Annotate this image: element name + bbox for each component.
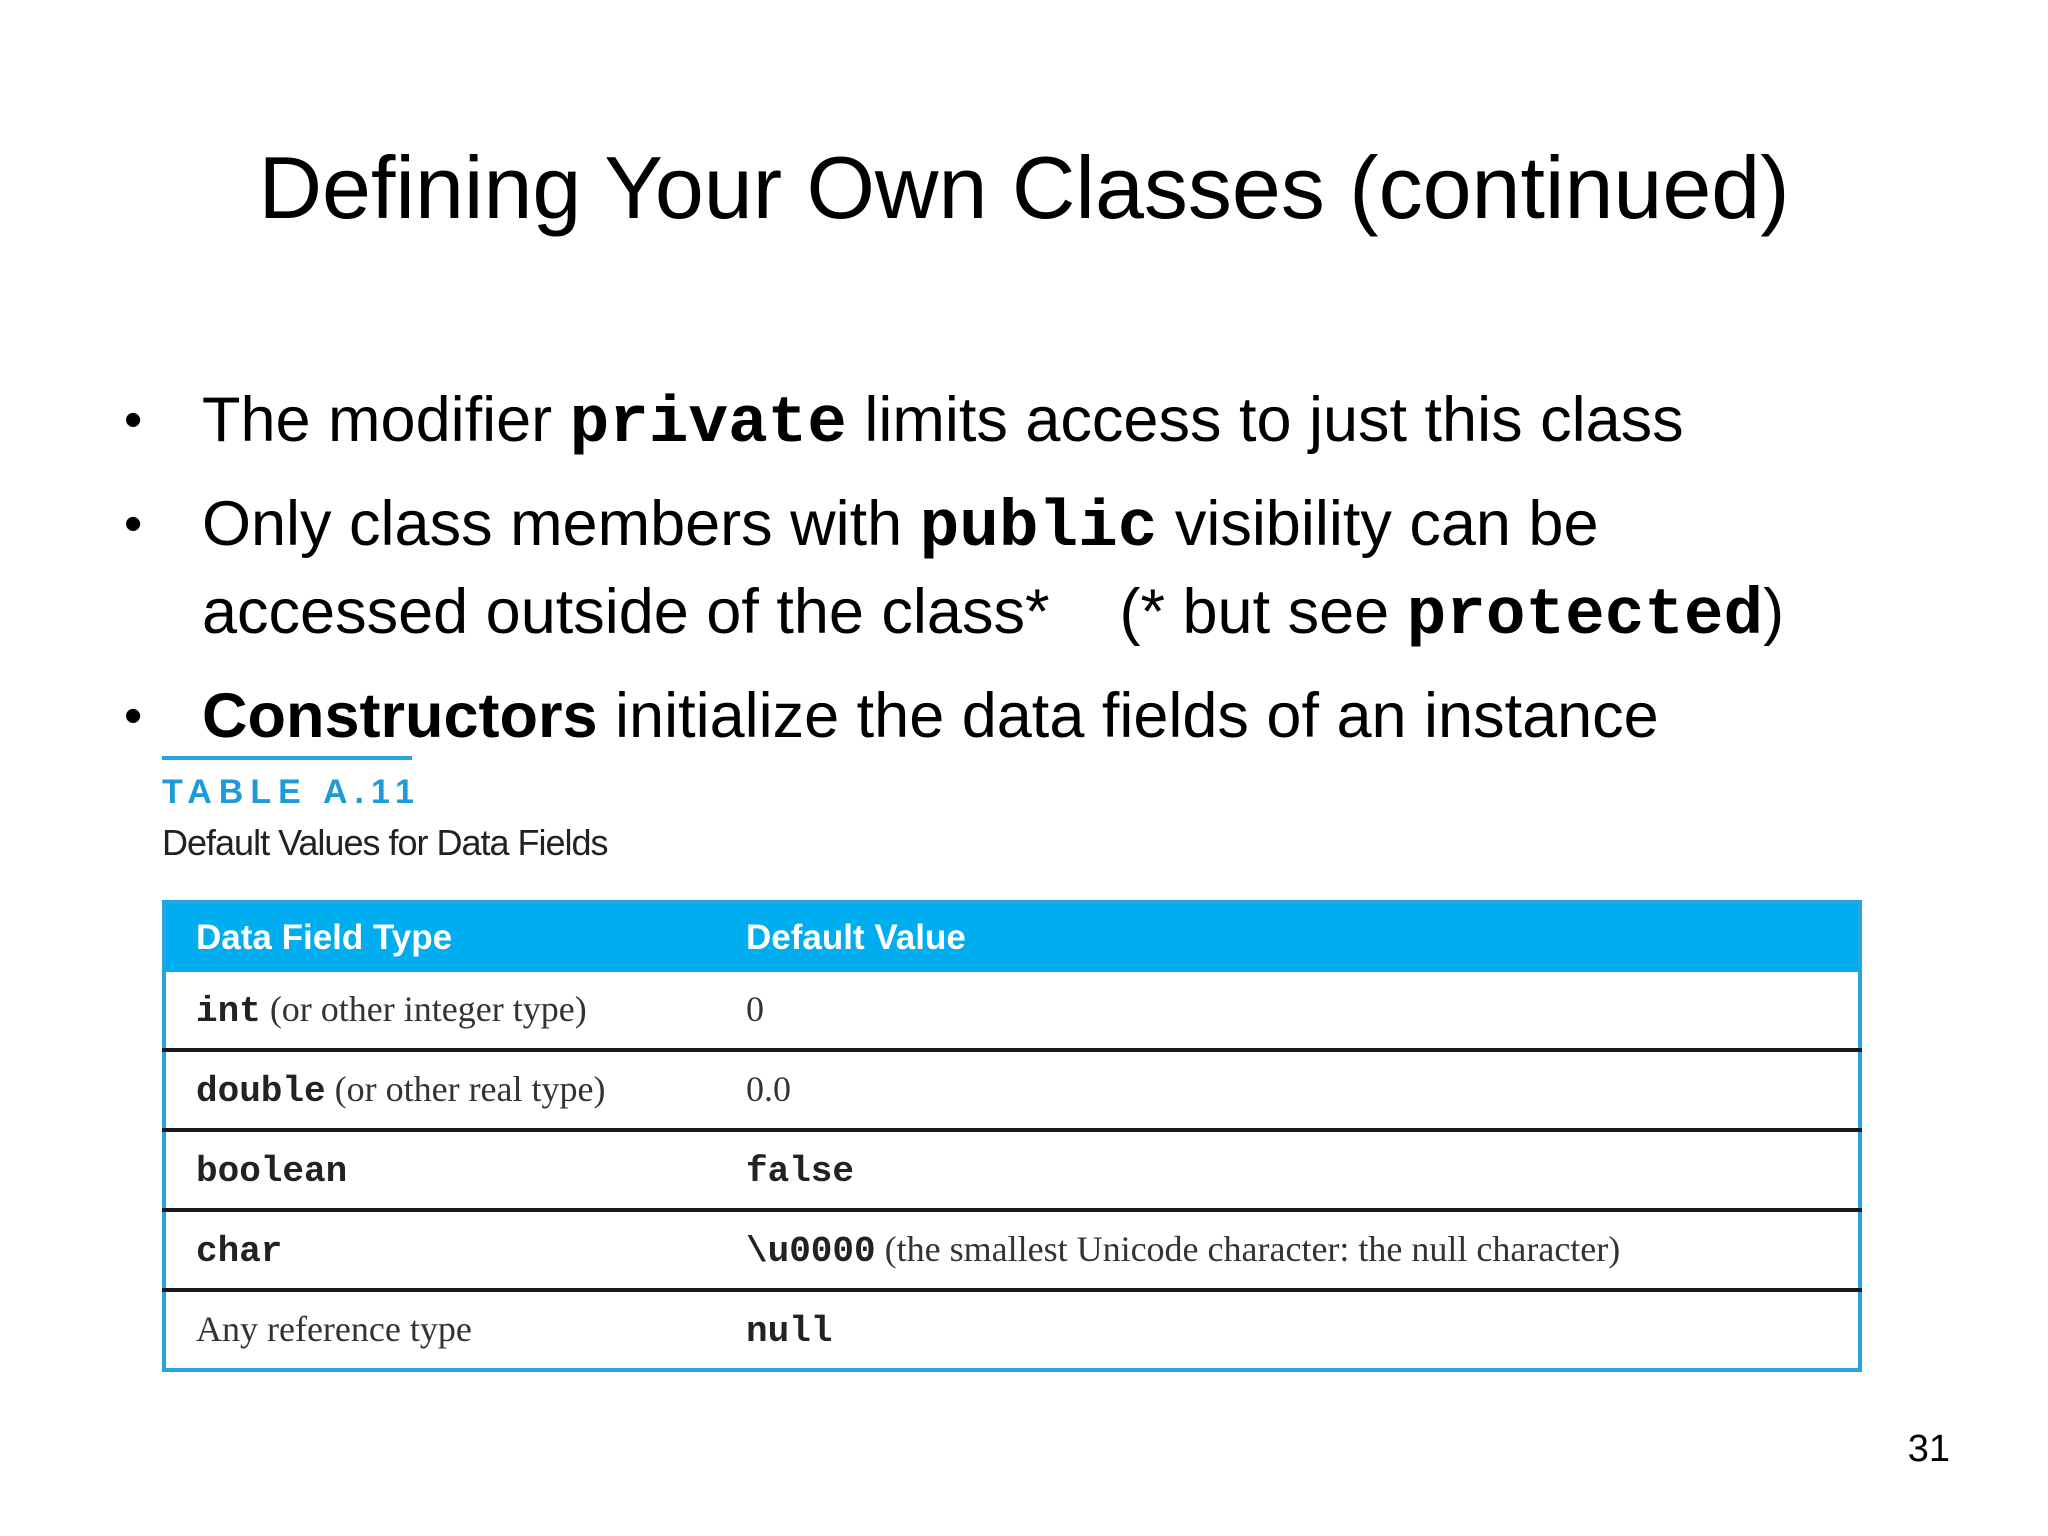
table-cell-value: \u0000 (the smallest Unicode character: the null character) [716,1210,1860,1290]
slide-title: Defining Your Own Classes (continued) [258,138,1790,237]
table-cell-type: char [164,1210,716,1290]
bullet-item [124,378,2004,466]
bullet-dot-icon: • [124,495,143,553]
bullet-note: (* but see [1119,577,1407,647]
table-cell-type: double (or other real type) [164,1050,716,1130]
bullet-text: accessed outside of the class* [202,577,1050,647]
code-keyword-public: public [919,490,1158,565]
bullet-item [124,674,2004,758]
code-keyword-protected: protected [1406,578,1764,653]
table-caption-rule [162,756,412,760]
table-row [164,1210,1860,1290]
table-caption: Default Values for Data Fields [162,822,608,863]
table-header-cell: Data Field Type [164,902,716,972]
table-cell-type: Any reference type [196,1309,472,1349]
table-number: TABLE A.11 [162,773,421,811]
default-values-table [162,900,1862,1372]
table-header-cell: Default Value [716,902,1860,972]
table-cell-value: null [746,1311,833,1352]
table-cell-value: false [716,1130,1860,1210]
code-keyword-private: private [569,386,847,461]
bullet-bold-term: Constructors [202,681,598,751]
table-row [164,1290,1860,1370]
table-row [164,1130,1860,1210]
bullet-text: limits access to just this class [846,385,1684,455]
bullet-text: visibility can be [1157,489,1599,559]
table-cell-type: int (or other integer type) [164,972,716,1050]
table-row [164,1050,1860,1130]
bullet-list [124,378,2004,774]
bullet-item [124,482,2004,658]
page-number: 31 [1907,1428,1950,1470]
table-cell-type: boolean [164,1130,716,1210]
bullet-dot-icon: • [124,687,143,745]
table-cell-value: 0.0 [716,1050,1860,1130]
table-header-row [164,902,1860,972]
bullet-note: ) [1763,577,1785,647]
bullet-dot-icon: • [124,391,143,449]
bullet-text: initialize the data fields of an instance [597,681,1659,751]
bullet-text: The modifier [202,385,570,455]
table-row [164,972,1860,1050]
bullet-text: Only class members with [202,489,920,559]
table-cell-value: 0 [716,972,1860,1050]
